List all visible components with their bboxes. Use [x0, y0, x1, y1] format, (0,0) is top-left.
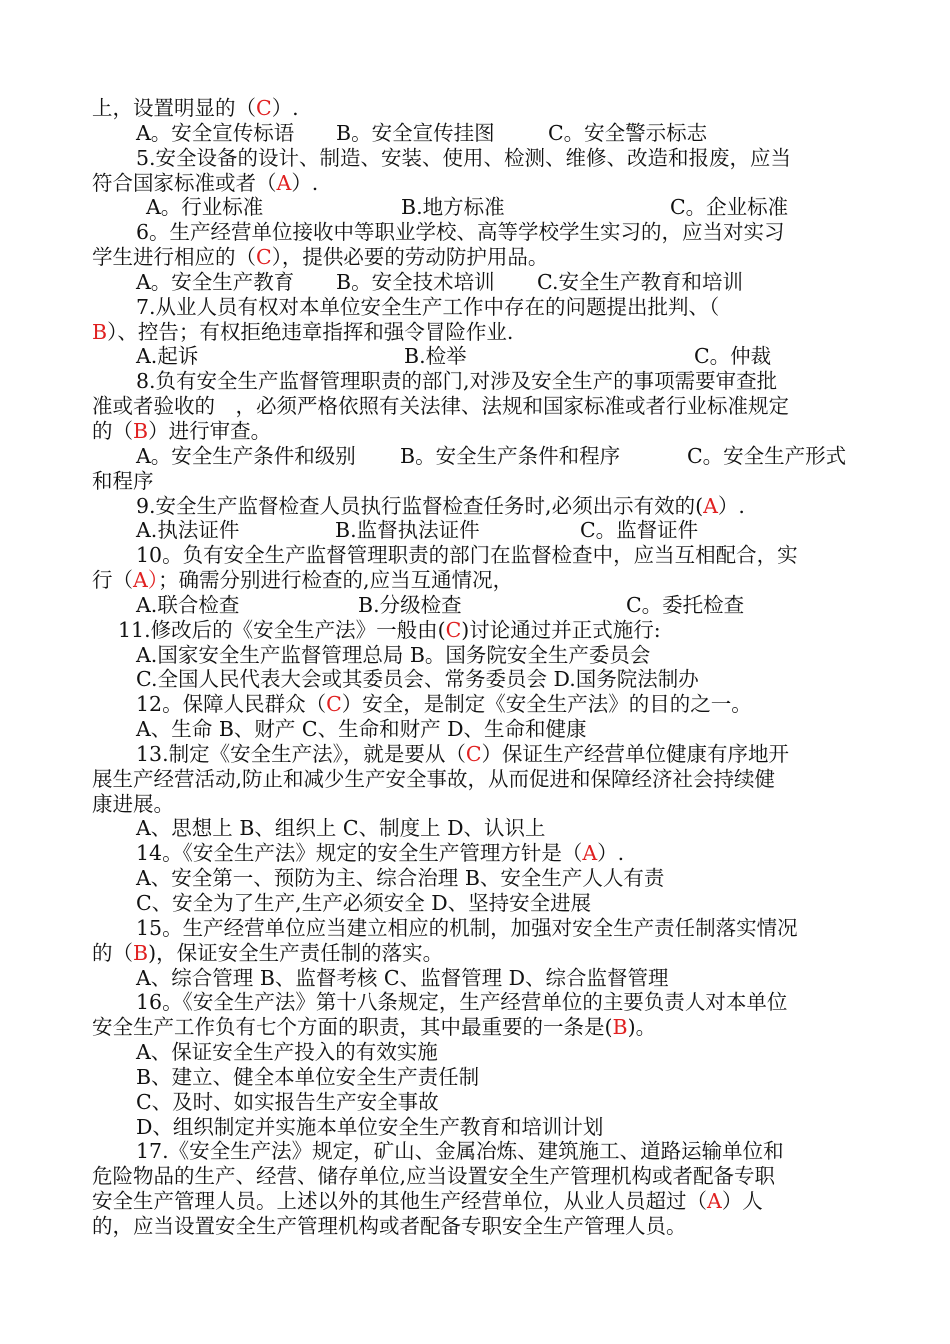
text-line: 准或者验收的 ，必须严格依照有关法律、法规和国家标准或者行业标准规定	[92, 394, 789, 419]
question-line: 6。生产经营单位接收中等职业学校、高等学校学生实习的，应当对实习	[136, 220, 785, 245]
text-line: 展生产经营活动,防止和减少生产安全事故，从而促进和保障经济社会持续健	[92, 766, 776, 791]
options-line: A、生命 B、财产 C、生命和财产 D、生命和健康	[136, 717, 587, 742]
text-line: 的，应当设置安全生产管理机构或者配备专职安全生产管理人员。	[92, 1213, 687, 1238]
options-line: A。安全生产教育 B。安全技术培训 C.安全生产教育和培训	[136, 269, 743, 294]
options-line: A.执法证件 B.监督执法证件 C。监督证件	[136, 518, 699, 543]
text-line: 上，设置明显的（C）.	[92, 96, 299, 120]
options-line: D、组织制定并实施本单位安全生产教育和培训计划	[136, 1114, 604, 1139]
options-line: C.全国人民代表大会或其委员会、常务委员会 D.国务院法制办	[136, 667, 699, 692]
question-line: 17.《安全生产法》规定，矿山、金属冶炼、建筑施工、道路运输单位和	[136, 1139, 784, 1164]
question-line: 10。负有安全生产监督管理职责的部门在监督检查中，应当互相配合，实	[136, 543, 798, 568]
question-line: 11.修改后的《安全生产法》一般由(C)讨论通过并正式施行:	[118, 617, 661, 642]
options-line: A.联合检查 B.分级检查 C。委托检查	[136, 592, 745, 617]
options-line: A、思想上 B、组织上 C、制度上 D、认识上	[136, 816, 546, 841]
answer-mark: C	[326, 692, 342, 717]
options-line: A.国家安全生产监督管理总局 B。国务院安全生产委员会	[136, 642, 651, 667]
options-line: A、综合管理 B、监督考核 C、监督管理 D、综合监督管理	[136, 965, 669, 990]
answer-mark: C	[256, 96, 272, 120]
answer-mark: C	[465, 741, 482, 766]
text-line: 安全生产管理人员。上述以外的其他生产经营单位，从业人员超过（A）人	[92, 1189, 763, 1214]
question-line: 16。《安全生产法》第十八条规定，生产经营单位的主要负责人对本单位	[136, 990, 788, 1015]
question-line: 5.安全设备的设计、制造、安装、使用、检测、维修、改造和报废，应当	[136, 145, 792, 170]
text-line: 学生进行相应的（C），提供必要的劳动防护用品。	[92, 245, 549, 270]
answer-mark: A	[707, 1189, 722, 1214]
answer-mark: C	[445, 617, 462, 642]
text-line: 行（A）；确需分别进行检查的,应当互通情况，	[92, 568, 514, 593]
options-line: A。安全生产条件和级别 B。安全生产条件和程序 C。安全生产形式	[136, 443, 847, 468]
options-line: A。安全宣传标语 B。安全宣传挂图 C。安全警示标志	[136, 120, 708, 145]
question-line: 8.负有安全生产监督管理职责的部门,对涉及安全生产的事项需要审查批	[136, 369, 778, 394]
options-line: C、及时、如实报告生产安全事故	[136, 1089, 439, 1114]
options-line: A。行业标准 B.地方标准 C。企业标准	[146, 195, 789, 220]
options-line: A.起诉 B.检举 C。仲裁	[136, 344, 772, 369]
text-line: 符合国家标准或者（A）.	[92, 170, 319, 195]
question-line: 12。保障人民群众（C）安全，是制定《安全生产法》的目的之一。	[136, 692, 752, 717]
text-line: 危险物品的生产、经营、储存单位,应当设置安全生产管理机构或者配备专职	[92, 1164, 776, 1189]
options-line: C、安全为了生产,生产必须安全 D、坚持安全进展	[136, 891, 592, 915]
question-line: 14。《安全生产法》规定的安全生产管理方针是（A）.	[136, 841, 625, 866]
answer-mark: B	[92, 319, 108, 344]
document-page	[92, 96, 862, 1239]
text-line: 的（B）进行审查。	[92, 418, 272, 443]
options-line: A、保证安全生产投入的有效实施	[136, 1040, 438, 1065]
question-line: 7.从业人员有权对本单位安全生产工作中存在的问题提出批判、（	[136, 294, 720, 319]
answer-mark: A	[276, 170, 292, 195]
question-line: 13.制定《安全生产法》，就是要从（C）保证生产经营单位健康有序地开	[136, 741, 790, 766]
text-line: 安全生产工作负有七个方面的职责，其中最重要的一条是(B)。	[92, 1015, 657, 1040]
options-line: A、安全第一、预防为主、综合治理 B、安全生产人人有责	[136, 866, 665, 891]
text-line: B）、控告；有权拒绝违章指挥和强令冒险作业.	[92, 319, 514, 344]
answer-mark: B	[133, 418, 149, 443]
answer-mark: C	[256, 245, 272, 270]
answer-mark: B	[612, 1015, 628, 1040]
text-line: 的（B)，保证安全生产责任制的落实。	[92, 940, 444, 965]
answer-mark: A）	[133, 568, 159, 593]
answer-mark: A	[703, 493, 718, 518]
text-line: 康进展。	[92, 791, 174, 816]
answer-mark: A	[582, 841, 598, 866]
question-line: 15。生产经营单位应当建立相应的机制，加强对安全生产责任制落实情况	[136, 915, 798, 940]
options-line: B、建立、健全本单位安全生产责任制	[136, 1064, 480, 1089]
text-line: 和程序	[92, 468, 154, 493]
question-line: 9.安全生产监督检查人员执行监督检查任务时,必须出示有效的(A）.	[136, 493, 745, 518]
answer-mark: B	[133, 940, 149, 965]
